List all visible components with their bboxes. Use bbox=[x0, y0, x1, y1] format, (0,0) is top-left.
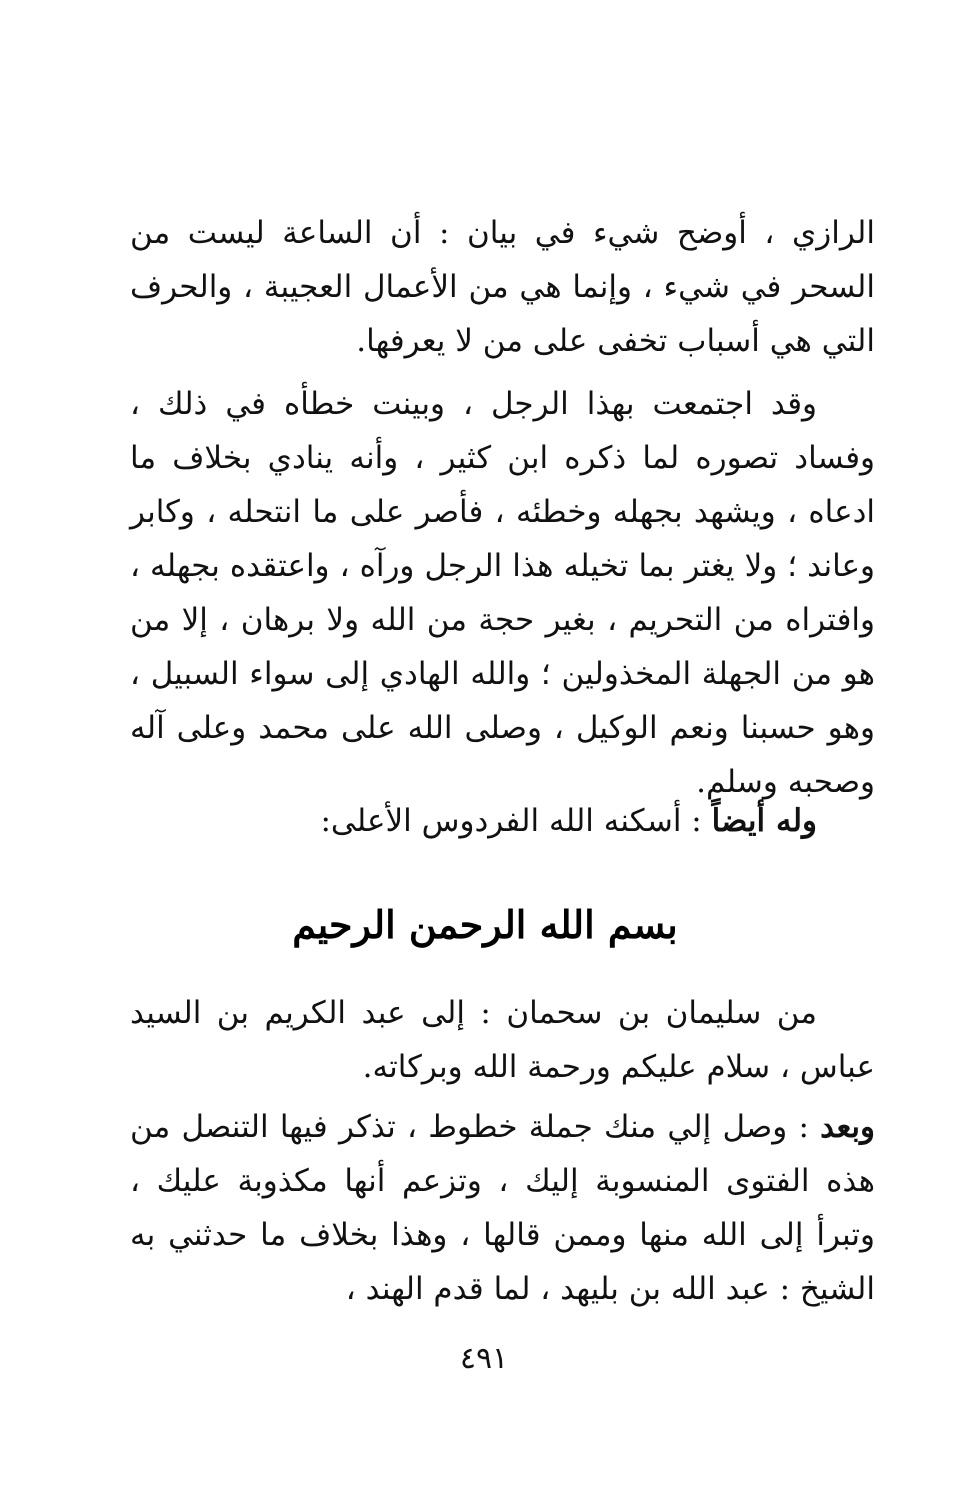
paragraph-1-text: الرازي ، أوضح شيء في بيان : أن الساعة ليست من السحر في شيء ، وإنما هي من الأعمال العجيبة ، والحرف التي هي أسباب تخفى على من لا يعرفها. bbox=[130, 215, 875, 359]
paragraph-5 bbox=[130, 1100, 875, 1316]
paragraph-3-text: : أسكنه الله الفردوس الأعلى: bbox=[320, 803, 712, 839]
page-number: ٤٩١ bbox=[459, 1341, 509, 1376]
paragraph-5-text: : وصل إلي منك جملة خطوط ، تذكر فيها التنصل من هذه الفتوى المنسوبة إليك ، وتزعم أنها مكذوبة عليك ، وتبرأ إلى الله منها وممن قالها ، وهذا بخلاف ما حدثني به الشيخ : عبد الله بن بليهد ، لما قدم الهند ، bbox=[130, 1109, 875, 1307]
paragraph-1 bbox=[130, 206, 875, 368]
paragraph-5-heading: وبعد bbox=[820, 1109, 875, 1145]
paragraph-2 bbox=[130, 377, 875, 809]
paragraph-4-text: من سليمان بن سحمان : إلى عبد الكريم بن السيد عباس ، سلام عليكم ورحمة الله وبركاته. bbox=[130, 995, 875, 1085]
paragraph-3 bbox=[130, 794, 875, 848]
paragraph-4 bbox=[130, 986, 875, 1094]
paragraph-3-line bbox=[130, 794, 875, 848]
basmala-heading: بسم الله الرحمن الرحيم bbox=[292, 902, 678, 947]
paragraph-5-line bbox=[130, 1100, 875, 1316]
paragraph-3-heading: وله أيضاً bbox=[711, 803, 817, 839]
paragraph-2-text: وقد اجتمعت بهذا الرجل ، وبينت خطأه في ذلك ، وفساد تصوره لما ذكره ابن كثير ، وأنه ينادي بخلاف ما ادعاه ، ويشهد بجهله وخطئه ، فأصر على ما انتحله ، وكابر وعاند ؛ ولا يغتر بما تخيله هذا الرجل ورآه ، واعتقده بجهله ، وافتراه من التحريم ، بغير حجة من الله ولا برهان ، إلا من هو من الجهلة المخذولين ؛ والله الهادي إلى سواء السبيل ، وهو حسبنا ونعم الوكيل ، وصلى الله على محمد وعلى آله وصحبه وسلم. bbox=[130, 386, 875, 800]
